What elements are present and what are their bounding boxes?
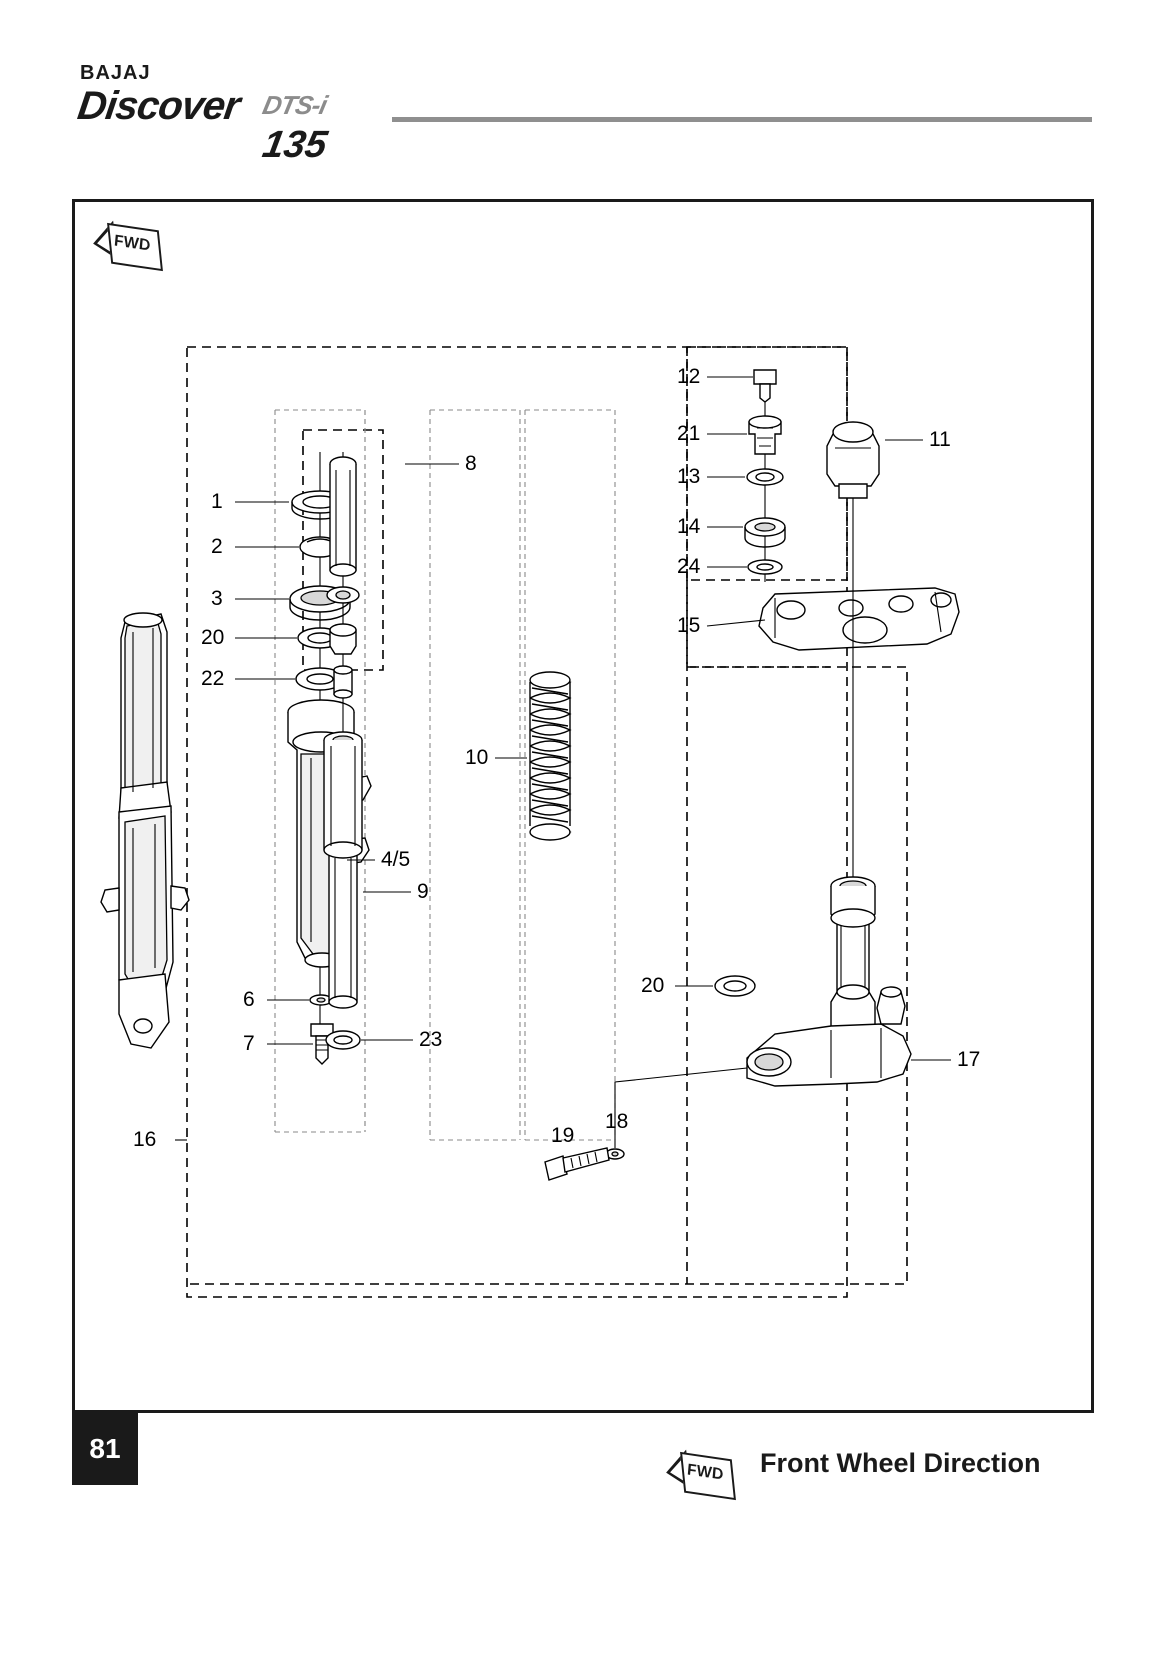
callout-12: 12 — [677, 365, 701, 388]
part-12-bolt — [754, 370, 776, 402]
brand-displacement-text: 135 — [259, 124, 331, 166]
callout-13: 13 — [677, 465, 701, 488]
part-11-steering-nut — [827, 422, 879, 498]
part-15-upper-triple-clamp — [759, 588, 959, 650]
part-17-lower-triple-clamp — [747, 877, 911, 1086]
callout-3: 3 — [211, 587, 223, 610]
part-20-washer-lower — [715, 976, 755, 996]
part-21-bush — [749, 416, 781, 454]
brand-model-text: Discover — [74, 84, 243, 128]
callout-18: 18 — [605, 1110, 629, 1133]
part-24-washer — [748, 560, 782, 574]
callout-23: 23 — [419, 1028, 443, 1051]
brand-variant-text: DTS-i — [259, 90, 330, 120]
fwd-label-top: FWD — [113, 232, 152, 255]
callout-22: 22 — [201, 667, 225, 690]
part-23-washer — [326, 1031, 360, 1049]
callout-10: 10 — [465, 746, 489, 769]
callout-21: 21 — [677, 422, 701, 445]
callout-24: 24 — [677, 555, 701, 578]
brand-logo — [74, 62, 408, 166]
brand-maker-text: BAJAJ — [80, 62, 151, 84]
footer-caption: Front Wheel Direction — [760, 1448, 1041, 1478]
callout-11: 11 — [929, 428, 951, 451]
fwd-arrow-badge-top — [95, 219, 173, 281]
callout-8: 8 — [465, 452, 477, 475]
part-19-pinch-bolt — [545, 1148, 609, 1180]
part-13-washer — [747, 469, 783, 485]
page-number: 81 — [72, 1413, 138, 1485]
diagram-frame — [72, 199, 1094, 1413]
assembled-fork-illustration — [101, 613, 189, 1048]
fwd-label-footer: FWD — [686, 1461, 725, 1484]
callout-19: 19 — [551, 1124, 575, 1147]
callout-4-5: 4/5 — [381, 848, 411, 871]
header-divider — [392, 117, 1092, 122]
callout-1: 1 — [211, 490, 223, 513]
callout-20-lower: 20 — [641, 974, 665, 997]
callout-14: 14 — [677, 515, 701, 538]
callout-6: 6 — [243, 988, 255, 1011]
callout-15: 15 — [677, 614, 701, 637]
part-10-fork-spring — [530, 672, 570, 840]
callout-9: 9 — [417, 880, 429, 903]
callout-17: 17 — [957, 1048, 981, 1071]
callout-20-upper: 20 — [201, 626, 225, 649]
callout-2: 2 — [211, 535, 223, 558]
callout-16: 16 — [133, 1128, 157, 1151]
fwd-arrow-badge-footer — [668, 1448, 746, 1510]
callout-7: 7 — [243, 1032, 255, 1055]
exploded-parts-diagram — [75, 202, 1097, 1416]
part-9-fork-inner-tube — [324, 732, 362, 1008]
